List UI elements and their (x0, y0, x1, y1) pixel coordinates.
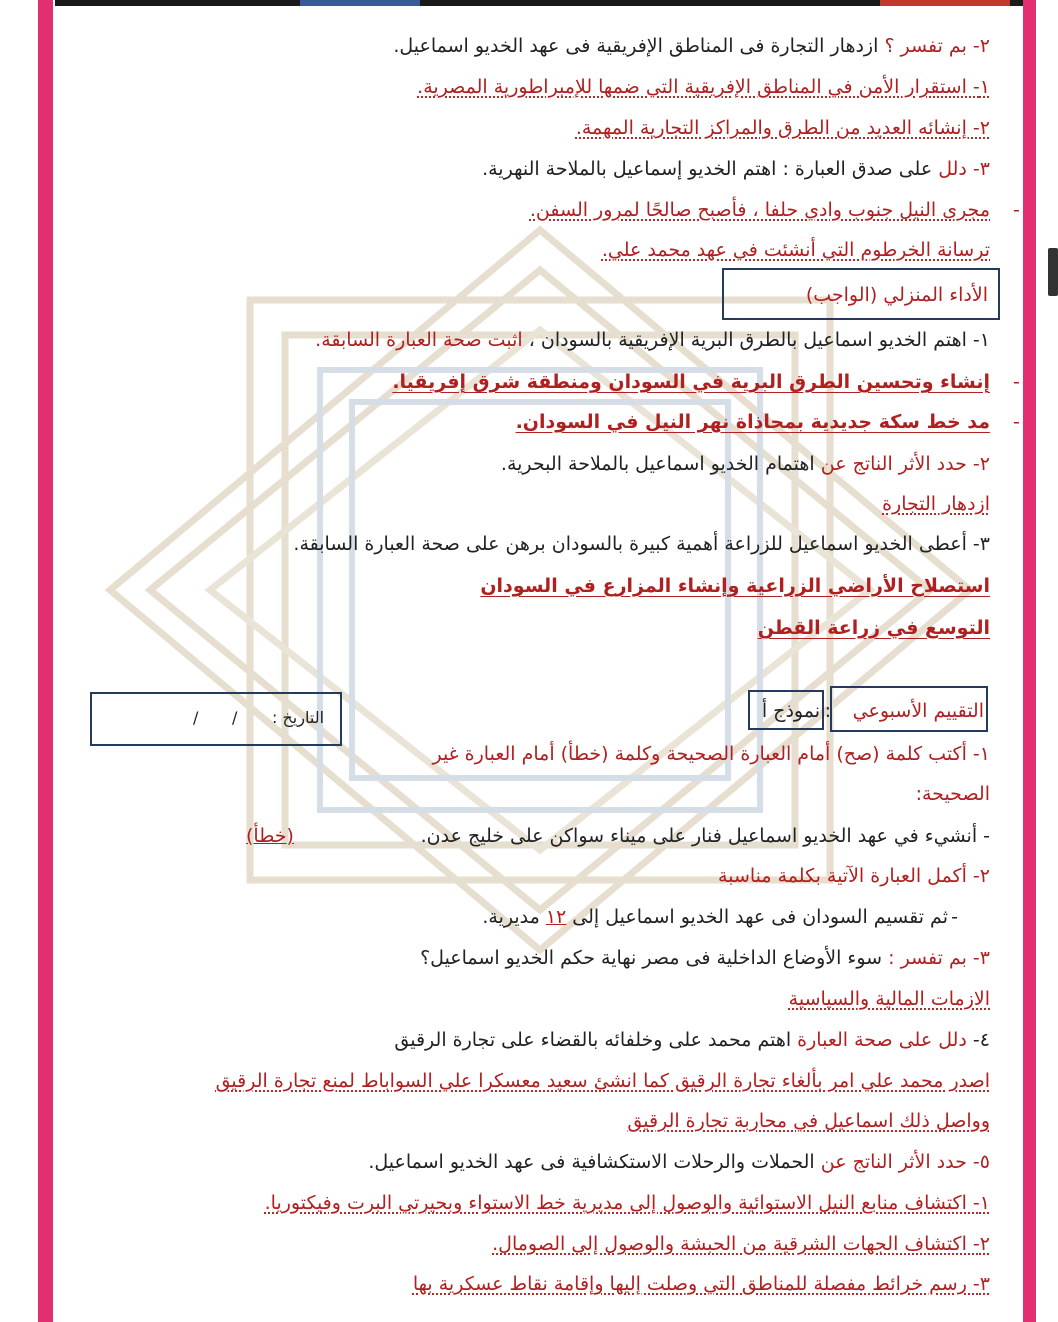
weekly-title: التقييم الأسبوعي (852, 700, 984, 722)
top-bar-accent (300, 0, 420, 6)
question-line (482, 155, 990, 183)
answer-line: استصلاح الأراضي الزراعية وإنشاء المزارع في السودان (480, 575, 990, 597)
question-label: حدد الأثر الناتج عن (820, 1151, 967, 1173)
question-number: ٤- (972, 1029, 990, 1051)
answer-line: اصدر محمد علي امر بألغاء تجارة الرقيق كما انشئ سعيد معسكرا علي السواباط لمنع تجارة الرقيق (215, 1070, 990, 1092)
date-separator: / (232, 708, 238, 727)
question-instruction: اثبت صحة العبارة السابقة. (315, 329, 523, 351)
page-border-right (1023, 0, 1036, 1322)
answer-line: وواصل ذلك اسماعيل في محاربة تجارة الرقيق (627, 1110, 990, 1132)
answer-line: ازدهار التجارة (882, 493, 990, 515)
question-line: الصحيحة: (915, 783, 990, 805)
statement-answer: (خطأ) (246, 825, 294, 847)
question-text: اهتم محمد على وخلفائه بالقضاء على تجارة الرقيق (394, 1029, 792, 1051)
question-line (394, 1026, 990, 1054)
weekly-colon: : (824, 700, 831, 722)
question-line (420, 944, 990, 972)
answer-line: ترسانة الخرطوم التي أنشئت في عهد محمد علي. (601, 239, 990, 261)
question-line: ٣- أعطى الخديو اسماعيل للزراعة أهمية كبيرة بالسودان برهن على صحة العبارة السابقة. (293, 533, 990, 555)
question-label: بم تفسر ؟ (884, 35, 967, 57)
answer-line: الازمات المالية والسياسية (788, 988, 990, 1010)
question-label: حدد الأثر الناتج عن (820, 453, 967, 475)
answer-line: ١- اكتشاف منابع النيل الاستوائية والوصول إلى مديرية خط الاستواء وبحيرتي البرت وفيكتوريا. (264, 1192, 990, 1214)
question-label: دلل (938, 158, 967, 180)
question-number: ٥- (972, 1151, 990, 1173)
bullet-dash: - (1013, 199, 1020, 221)
bullet-dash: - (1013, 371, 1020, 393)
bullet-dash: - (951, 906, 958, 928)
question-line: ٢- أكمل العبارة الآتية بكلمة مناسبة (718, 865, 990, 887)
question-number: ٢- (972, 453, 990, 475)
question-text: الحملات والرحلات الاستكشافية فى عهد الخديو اسماعيل. (368, 1151, 815, 1173)
question-text: على صدق العبارة : اهتم الخديو إسماعيل بالملاحة النهرية. (482, 158, 933, 180)
answer-line: مد خط سكة جديدية بمحاذاة نهر النيل في السودان. (515, 411, 990, 433)
answer-line: ٢- اكتشاف الجهات الشرقية من الحبشة والوصول إلى الصومال. (492, 1233, 990, 1255)
question-number: ٢- (972, 35, 990, 57)
page-border-left (38, 0, 53, 1322)
statement-line: - أنشيء في عهد الخديو اسماعيل فنار على ميناء سواكن على خليج عدن. (420, 825, 990, 847)
statement-blank: ١٢ (545, 906, 567, 928)
question-text: سوء الأوضاع الداخلية فى مصر نهاية حكم الخديو اسماعيل؟ (420, 947, 883, 969)
answer-line: ٣- رسم خرائط مفصلة للمناطق التي وصلت إليها وإقامة نقاط عسكرية بها (412, 1273, 990, 1295)
question-line: ١- أكتب كلمة (صح) أمام العبارة الصحيحة وكلمة (خطأ) أمام العبارة غير (432, 743, 990, 765)
question-text: ازدهار التجارة فى المناطق الإفريقية فى عهد الخديو اسماعيل. (393, 35, 879, 57)
question-line (315, 326, 990, 354)
question-text: ١- اهتم الخديو اسماعيل بالطرق البرية الإفريقية بالسودان ، (528, 329, 990, 351)
answer-line: التوسع في زراعة القطن (757, 617, 990, 639)
statement-line (482, 903, 948, 931)
model-label: نموذج أ (761, 700, 820, 722)
statement-text: مديرية. (482, 906, 540, 928)
question-label: دلل على صحة العبارة (797, 1029, 967, 1051)
answer-line: مجرى النيل جنوب وادي حلفا ، فأصبح صالحًا لمرور السفن. (529, 199, 990, 221)
date-separator: / (193, 708, 199, 727)
date-label: التاريخ : (272, 708, 325, 727)
statement-text: ثم تقسيم السودان فى عهد الخديو اسماعيل إلى (572, 906, 948, 928)
answer-line: ١- استقرار الأمن في المناطق الإفريقية التي ضمها للإمبراطورية المصرية. (417, 76, 990, 98)
question-label: بم تفسر : (888, 947, 967, 969)
question-line (393, 32, 990, 60)
answer-line: ٢- إنشائه العديد من الطرق والمراكز التجارية المهمة. (575, 117, 990, 139)
scroll-tab (1048, 248, 1058, 296)
question-text: اهتمام الخديو اسماعيل بالملاحة البحرية. (500, 453, 815, 475)
top-bar-accent (880, 0, 1010, 6)
answer-line: إنشاء وتحسين الطرق البرية في السودان ومنطقة شرق إفريقيا. (392, 371, 990, 393)
bullet-dash: - (1013, 411, 1020, 433)
question-line (368, 1148, 990, 1176)
question-number: ٣- (972, 158, 990, 180)
homework-title: الأداء المنزلي (الواجب) (805, 284, 988, 306)
question-line (501, 450, 990, 478)
question-number: ٣- (972, 947, 990, 969)
